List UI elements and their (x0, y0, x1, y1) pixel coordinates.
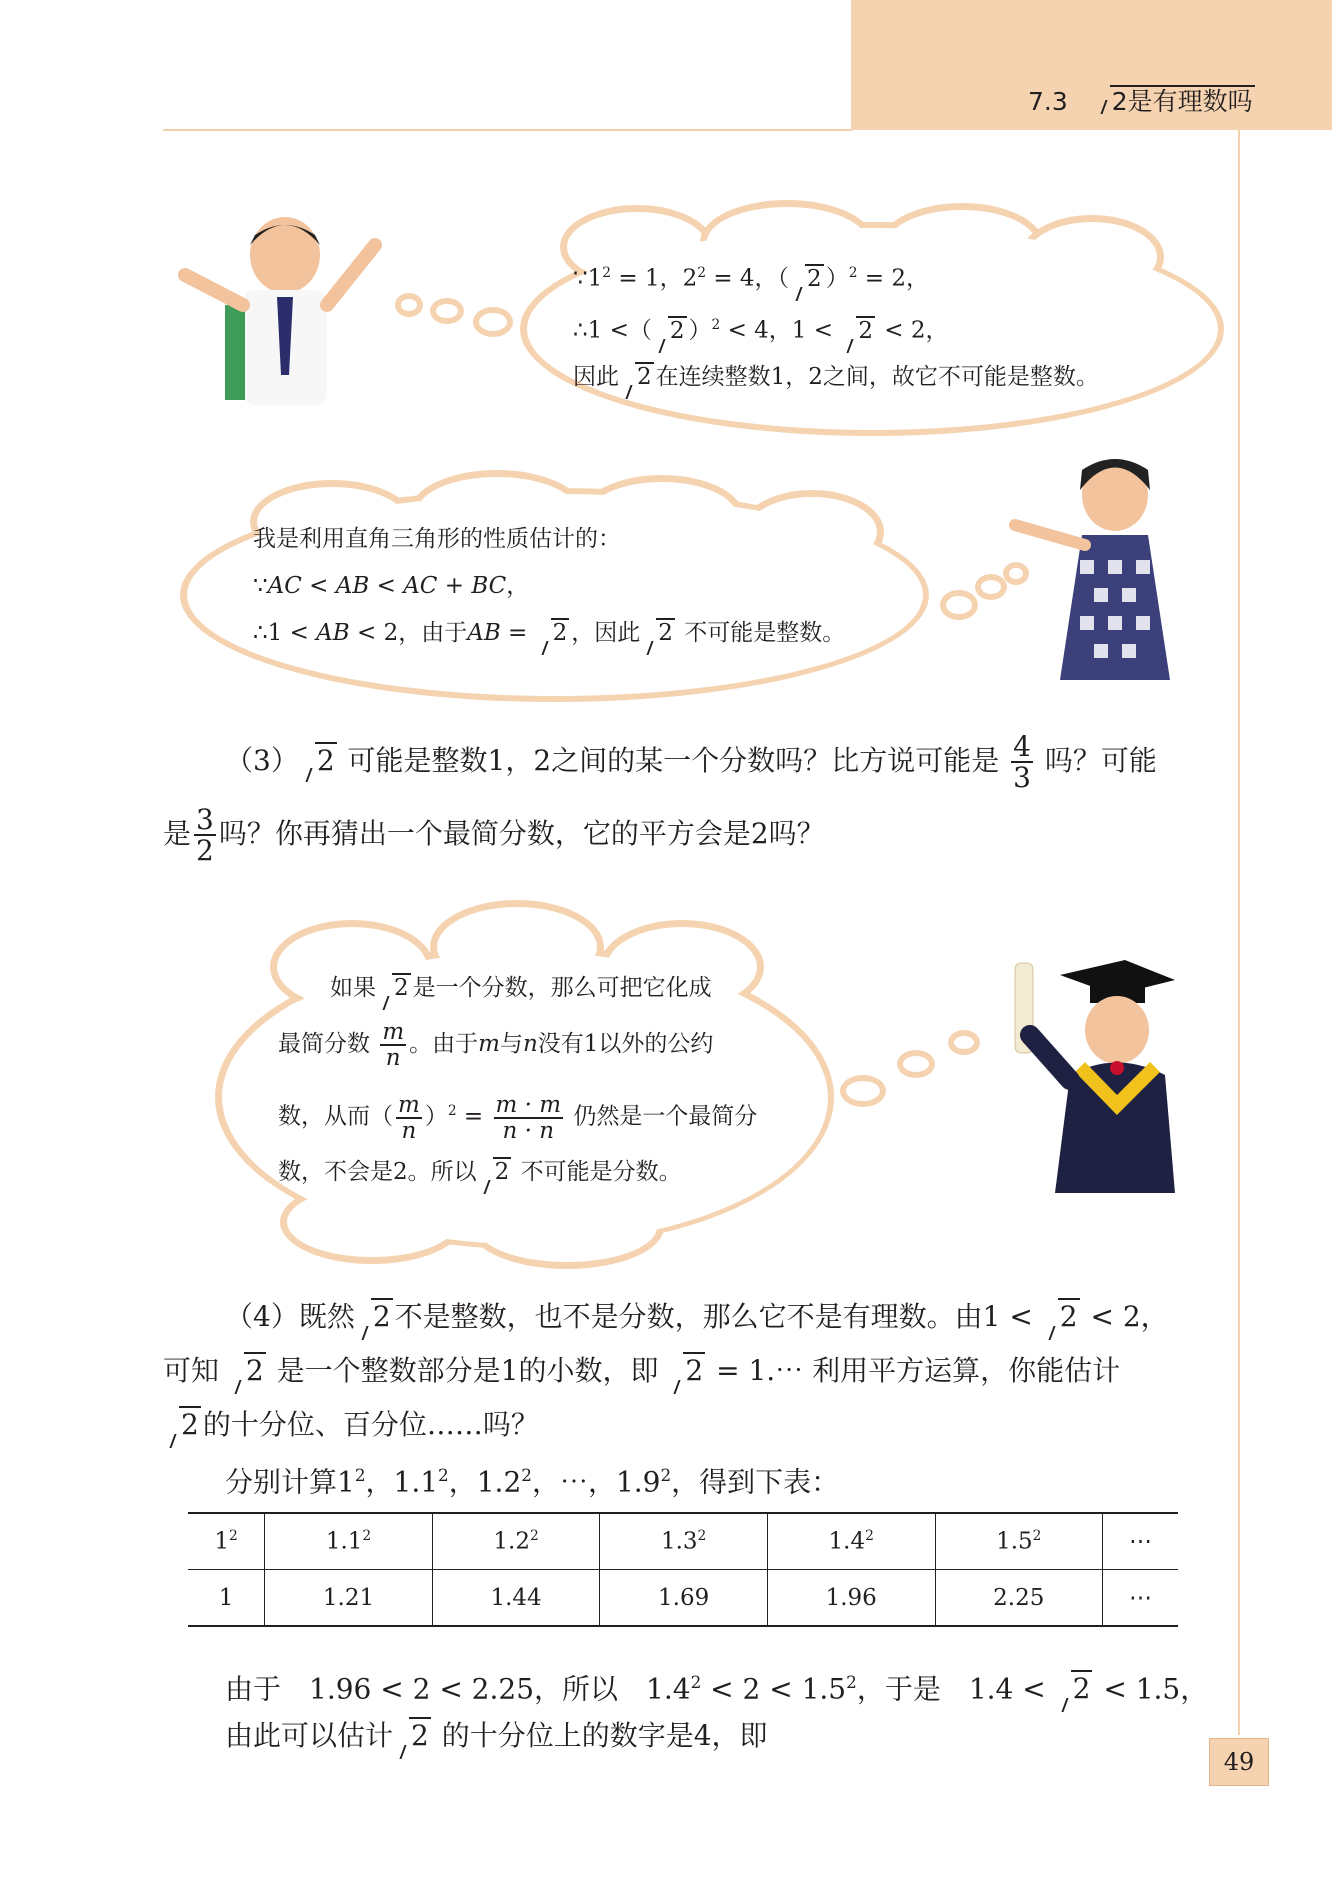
table-cell: ⋯ (1103, 1513, 1178, 1570)
paragraph-5-line2: 由此可以估计 2 的十分位上的数字是4，即 (225, 1709, 768, 1763)
paragraph-4-line4: 分别计算$1^2$，$1.1^2$，$1.2^2$，⋯，$1.9^2$，得到下表： (225, 1465, 840, 1499)
table-cell: 1 (188, 1570, 265, 1627)
fraction: $\frac{m}{n}$ (382, 1018, 405, 1071)
sqrt-symbol: 2 (355, 1290, 393, 1344)
fraction: $\frac{m}{n}$ (398, 1091, 420, 1144)
paragraph-4-line1: （4）既然 2 不是整数，也不是分数，那么它不是有理数。由1 < 2 < 2， (225, 1290, 1169, 1344)
graduate-illustration (1010, 955, 1185, 1195)
bubble2-line3: ∴1 < AB < 2，由于AB = 2 ，因此 2 不可能是整数。 (253, 607, 845, 659)
sqrt-symbol: 2 (640, 607, 675, 659)
sqrt-symbol: 2 (840, 305, 875, 357)
margin-rule (1238, 130, 1240, 1735)
boy-illustration (165, 205, 405, 415)
sqrt-symbol: 2 (652, 305, 687, 357)
thought-bubble-dot (430, 298, 464, 324)
sqrt-symbol: 2 (619, 351, 654, 403)
thought-bubble-dot (840, 1075, 886, 1107)
sqrt-symbol: 2 (789, 253, 824, 305)
sqrt-symbol: 2 (393, 1709, 431, 1763)
table-row (188, 1513, 1178, 1570)
bubble1-line2: ∴1 <（ 2 ）$^2$ < 4，1 < 2 < 2， (573, 299, 949, 357)
page-number: 49 (1209, 1738, 1269, 1786)
bubble1-line1: $\because 1^2 = 1$，$2^2 = 4$，（ 2 ）$^2$ = 2， (573, 247, 929, 305)
bubble3-line2: 最简分数 $\frac{m}{n}$ 。由于m与n没有1以外的公约 (278, 1018, 714, 1071)
sqrt-symbol: 2 (477, 1146, 512, 1198)
section-number: 7.3 (1028, 87, 1068, 116)
bubble3-line3: 数，从而（ $\frac{m}{n}$ ）$^2$ = $\frac{m \cdot m}{n \cdot n}$ 仍然是一个最简分 (278, 1091, 758, 1144)
table-cell: $1.2^2$ (432, 1513, 600, 1570)
paragraph-4-line2: 可知 2 是一个整数部分是1的小数，即 2 = 1.⋯ 利用平方运算，你能估计 (163, 1344, 1120, 1398)
girl-illustration (1000, 440, 1200, 685)
sqrt-symbol: 2 (163, 1398, 201, 1452)
table-cell: 1.21 (265, 1570, 433, 1627)
bubble2-line1: 我是利用直角三角形的性质估计的： (253, 526, 621, 552)
table-cell: 1.44 (432, 1570, 600, 1627)
thought-bubble-dot (897, 1050, 935, 1078)
table-row (188, 1570, 1178, 1627)
thought-bubble-dot (948, 1030, 980, 1055)
table-cell: 1.96 (767, 1570, 935, 1627)
table-cell: $1.1^2$ (265, 1513, 433, 1570)
sqrt-symbol: 2 (299, 736, 337, 786)
table-cell: 1.69 (600, 1570, 768, 1627)
section-title (1028, 82, 1257, 118)
table-cell: $1^2$ (188, 1513, 265, 1570)
squares-table (188, 1512, 1178, 1627)
table-cell: $1.3^2$ (600, 1513, 768, 1570)
bubble3-line1: 如果 2 是一个分数，那么可把它化成 (330, 962, 712, 1014)
thought-bubble-dot (940, 590, 978, 620)
bubble3-line4: 数，不会是2。所以 2 不可能是分数。 (278, 1146, 682, 1198)
sqrt-symbol: 2 (667, 1344, 705, 1398)
sqrt-symbol: 2 (228, 1344, 266, 1398)
paragraph-5-line1: 由于 1.96 < 2 < 2.25，所以 $1.4^2 < 2 < 1.5^2$，于是 1.4 < 2 < 1.5， (225, 1655, 1208, 1716)
thought-bubble-dot (473, 307, 513, 337)
paragraph-3-line2: 是 $\frac{3}{2}$ 吗？你再猜出一个最简分数，它的平方会是2吗？ (163, 803, 825, 868)
sqrt-symbol: 2 (1042, 1290, 1080, 1344)
header-rule (163, 129, 853, 131)
fraction: $\frac{4}{3}$ (1013, 730, 1031, 795)
bubble2-line2: ∵AC < AB < AC + BC， (253, 573, 530, 599)
table-cell: $1.5^2$ (935, 1513, 1103, 1570)
fraction: $\frac{m \cdot m}{n \cdot n}$ (495, 1091, 562, 1144)
sqrt-symbol: 2是有理数吗 (1094, 82, 1255, 118)
paragraph-3-line1: （3） 2 可能是整数1，2之间的某一个分数吗？比方说可能是 $\frac{4}{3}$ 吗？可能 (225, 730, 1157, 795)
table-cell: $1.4^2$ (767, 1513, 935, 1570)
fraction: $\frac{3}{2}$ (196, 803, 214, 868)
sqrt-symbol: 2 (1055, 1662, 1093, 1716)
paragraph-4-line3: 2 的十分位、百分位……吗？ (163, 1398, 539, 1452)
bubble1-line3: 因此 2 在连续整数1，2之间，故它不可能是整数。 (573, 351, 1099, 403)
table-cell: 2.25 (935, 1570, 1103, 1627)
table-cell: ⋯ (1103, 1570, 1178, 1627)
sqrt-symbol: 2 (376, 962, 411, 1014)
sqrt-symbol: 2 (535, 607, 570, 659)
